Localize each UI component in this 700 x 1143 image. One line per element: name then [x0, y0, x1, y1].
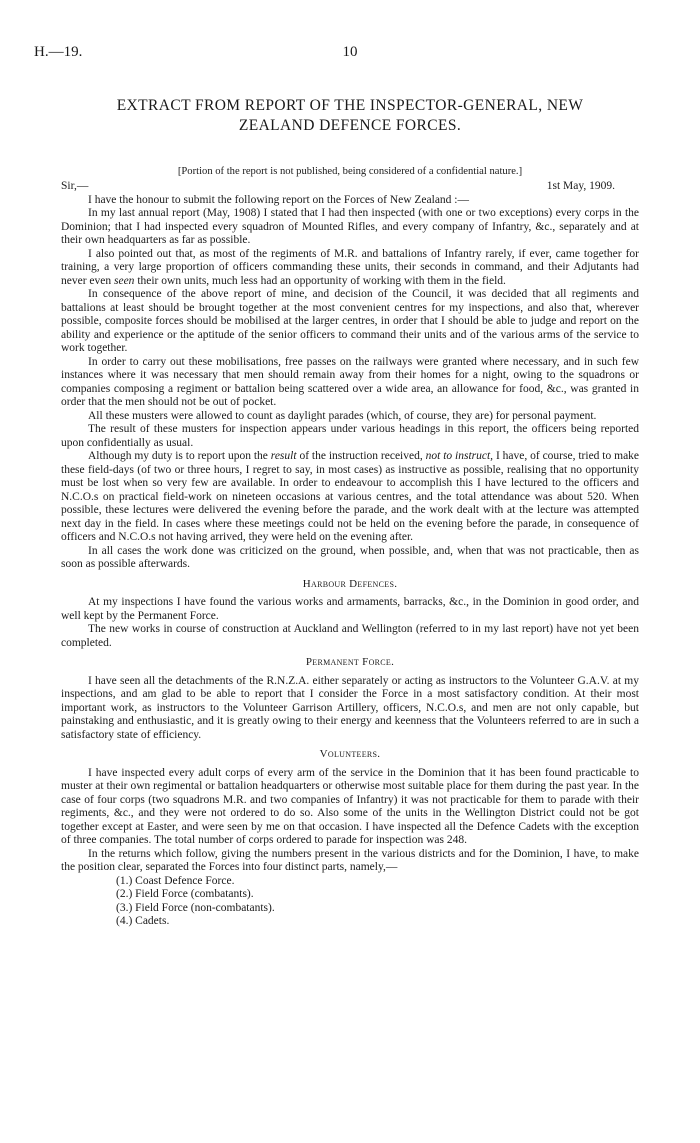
- paragraph: At my inspections I have found the various works and armaments, barracks, &c., in the Dominion in good order, and well kept by the Permanent Force.: [61, 596, 639, 622]
- forces-list: [61, 875, 639, 929]
- salutation: Sir,—: [61, 180, 89, 192]
- paragraph: The result of these musters for inspection appears under various headings in this report, the officers being reported upon confidentially as usual.: [61, 423, 639, 449]
- report-body: [61, 180, 639, 929]
- list-item: (1.) Coast Defence Force.: [116, 874, 235, 887]
- document-id: H.—19.: [34, 44, 83, 60]
- text-run: their own units, much less had an opportunity of working with them in the field.: [137, 274, 506, 287]
- paragraph: I have the honour to submit the following report on the Forces of New Zealand :—: [88, 193, 470, 206]
- list-item: (3.) Field Force (non-combatants).: [116, 901, 275, 914]
- section-heading-harbour-defences: Harbour Defences.: [302, 577, 398, 590]
- paragraph: I have seen all the detachments of the R.N.Z.A. either separately or acting as instructors to the Volunteer G.A.V. at my inspections, and am glad to be able to report that I consider the Force in a most satisfactory condition. At their most important work, as instructors to the Volunteer Garrison Artillery, officers, N.C.O.s, and men are not only capable, but painstaking and enthusiastic, and it is greatly owing to their energy and keenness that the Volunteers referred to are in such a satisfactory state of efficiency.: [61, 674, 639, 741]
- letter-date: 1st May, 1909.: [546, 180, 615, 192]
- list-item: (4.) Cadets.: [116, 915, 170, 927]
- list-item: (2.) Field Force (combatants).: [116, 888, 254, 900]
- text-run: Although my duty is to report upon the: [88, 450, 268, 462]
- paragraph: In consequence of the above report of mine, and decision of the Council, it was decided that all regiments and battalions at least should be brought together at the most convenient centres for my inspections, and also that, wherever possible, composite forces should be mobilised at the larger centres, in order that I should be able to judge and report on the ability and experience or the aptitude of the senior officers to command their units and of the various arms of the service to work together.: [61, 288, 639, 354]
- paragraph: All these musters were allowed to count as daylight parades (which, of course, they are) for personal payment.: [88, 409, 597, 422]
- document-title: [40, 96, 660, 136]
- paragraph: [61, 248, 639, 289]
- paragraph: [61, 450, 639, 545]
- italic-run: result: [270, 450, 297, 462]
- paragraph: In order to carry out these mobilisations, free passes on the railways were granted where necessary, and in such few instances where it was necessary that men should remain away from their homes for a night, owing to the squadrons or companies composing a regiment or battalion being scattered over a wide area, an allowance for food, &c., was granted in order that the men should not be out of pocket.: [61, 355, 639, 408]
- italic-run: seen: [114, 274, 135, 287]
- salutation-line: [61, 180, 639, 194]
- section-heading-volunteers: Volunteers.: [319, 748, 381, 760]
- paragraph: In all cases the work done was criticized on the ground, when possible, and, when that was not practicable, then as soon as possible afterwards.: [61, 544, 639, 570]
- confidential-note: [Portion of the report is not published, being considered of a confidential nature.]: [177, 166, 523, 177]
- paragraph: I have inspected every adult corps of every arm of the service in the Dominion that it has been found practicable to muster at their own regimental or battalion headquarters or otherwise most suitable place for them during the past year. In the case of four corps (two squadrons M.R. and two companies of Infantry) it was not practicable for them to parade with their regiments, &c., and they were not ordered to do so. Also some of the units in the Wellington District could not be got together except at Easter, and were seen by me on that occasion. I have inspected all the Defence Cadets with the exception of three companies. The total number of corps ordered to parade for inspection was 248.: [61, 766, 639, 846]
- text-run: I have, of course, tried to make these field-days (of two or three hours, I regret to say, in most cases) as instructive as possible, realising that no opportunity must be lost when so very few are available. In order to endeavour to accomplish this I have lectured to the officers and N.C.O.s on practical field-work on nineteen occasions at various centres, and the total attendance was about 520. When possible, these lectures were delivered the evening before the parade, and the work dealt with at the lecture was attempted next day in the field. In cases where these meetings could not be held on the evening before the parade, in consequence of officers and N.C.O.s not having arrived, they were held on the evening after.: [61, 450, 640, 543]
- italic-run: not to instruct,: [425, 450, 494, 462]
- title-line-2: ZEALAND DEFENCE FORCES.: [238, 117, 462, 134]
- page-number: 10: [342, 44, 358, 60]
- text-run: I also pointed out that, as most of the regiments of M.R. and battalions of Infantry rarely, if ever, came together for training, a very large proportion of officers commanding these units, their seconds in command, and their Adjutants had never even: [61, 247, 639, 287]
- paragraph: In the returns which follow, giving the numbers present in the various districts and for the Dominion, I have, to make the position clear, separated the Forces into four distinct parts, namely,—: [61, 847, 639, 873]
- paragraph: In my last annual report (May, 1908) I stated that I had then inspected (with one or two exceptions) every corps in the Dominion; that I had inspected every squadron of Mounted Rifles, and every company of Infantry, &c., separately and at their own headquarters as far as possible.: [61, 207, 639, 246]
- section-heading-permanent-force: Permanent Force.: [305, 656, 395, 668]
- paragraph: The new works in course of construction at Auckland and Wellington (referred to in my last report) have not yet been completed.: [61, 623, 639, 649]
- title-line-1: EXTRACT FROM REPORT OF THE INSPECTOR-GENERAL, NEW: [116, 97, 584, 114]
- text-run: of the instruction received,: [299, 450, 423, 462]
- running-header: [34, 44, 666, 64]
